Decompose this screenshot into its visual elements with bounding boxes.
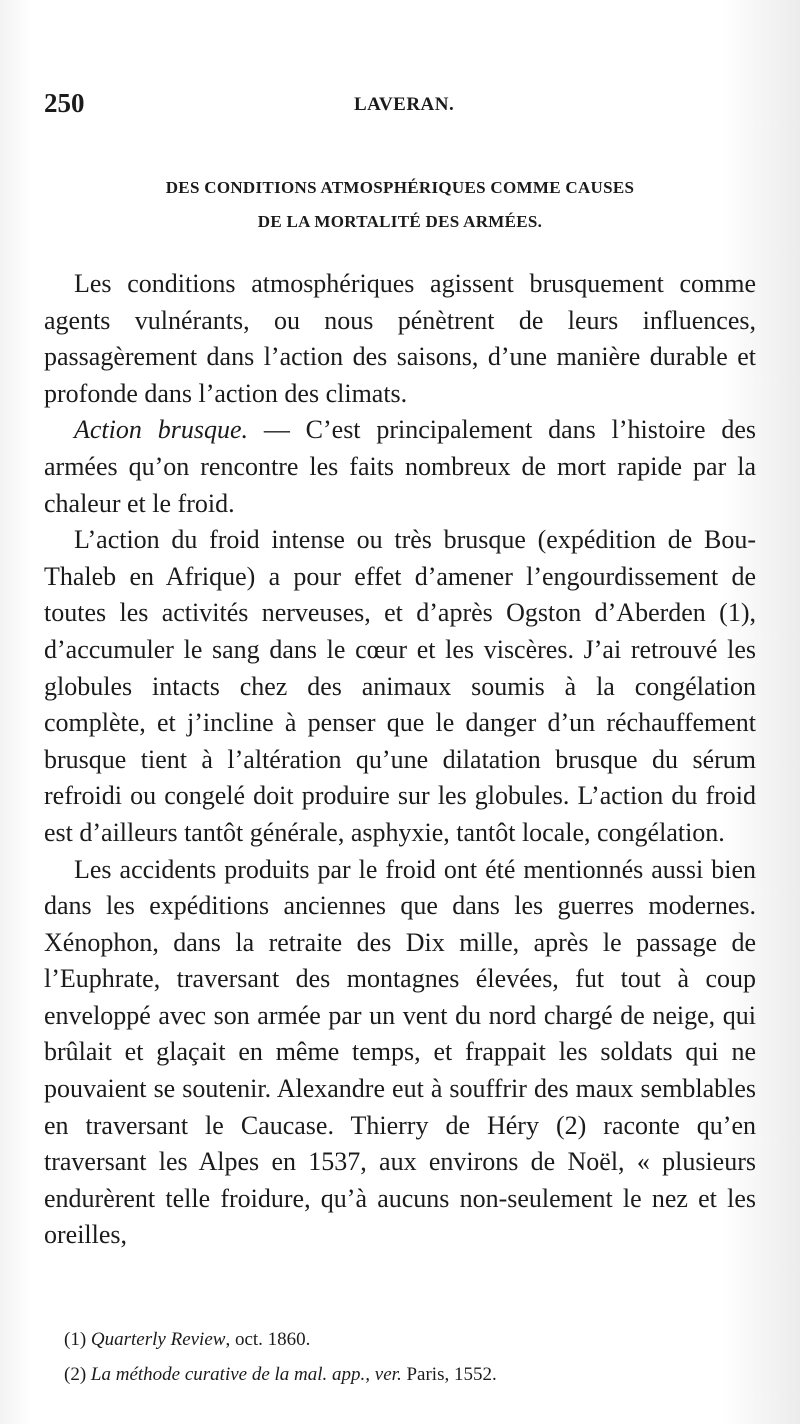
footnote-2 bbox=[64, 1357, 754, 1392]
paragraph-1: Les conditions atmosphériques agissent brusquement comme agents vulnérants, ou nous pénètrent de leurs influences, passagèrement dans l’action des saisons, d’une manière durable et profonde dans l’action des climats. bbox=[44, 269, 756, 408]
footnote-2-rest: Paris, 1552. bbox=[401, 1364, 497, 1385]
page-header bbox=[44, 88, 756, 122]
footnote-1 bbox=[64, 1322, 754, 1357]
run-in-heading: Action brusque. bbox=[74, 415, 248, 445]
paragraph-2-text: — C’est principalement dans l’histoire des armées qu’on rencontre les faits nombreux de mort rapide par la chaleur et le froid. bbox=[44, 415, 756, 518]
footnote-1-rest: , oct. 1860. bbox=[225, 1329, 311, 1350]
footnote-2-number: (2) bbox=[64, 1364, 91, 1385]
footnote-1-number: (1) bbox=[64, 1329, 91, 1350]
running-title: LAVERAN. bbox=[354, 94, 455, 115]
section-heading-line-1: DES CONDITIONS ATMOSPHÉRIQUES COMME CAUSES bbox=[165, 178, 635, 197]
paragraph-4: Les accidents produits par le froid ont été mentionnés aussi bien dans les expéditions anciennes que dans les guerres modernes. Xénophon, dans la retraite des Dix mille, après le passage de l’Euphrate, traversant des montagnes élevées, fut tout à coup enveloppé avec son armée par un vent du nord chargé de neige, qui brûlait et glaçait en même temps, et frappait les soldats qui ne pouvaient se soutenir. Alexandre eut à souffrir des maux semblables en traversant le Caucase. Thierry de Héry (2) raconte qu’en traversant les Alpes en 1537, aux environs de Noël, « plusieurs endurèrent telle froidure, qu’à aucuns non-seulement le nez et les oreilles, bbox=[44, 854, 756, 1250]
paragraph-3: L’action du froid intense ou très brusque (expédition de Bou-Thaleb en Afrique) a pour effet d’amener l’engourdissement de toutes les activités nerveuses, et d’après Ogston d’Aberden (1), d’accumuler le sang dans le cœur et les viscères. J’ai retrouvé les globules intacts chez des animaux soumis à la congélation complète, et j’incline à penser que le danger d’un réchauffement brusque tient à l’altération qu’une dilatation brusque du sérum refroidi ou congelé doit produire sur les globules. L’action du froid est d’ailleurs tantôt générale, asphyxie, tantôt locale, congélation. bbox=[44, 525, 756, 847]
page-number: 250 bbox=[44, 88, 85, 118]
footnote-1-title: Quarterly Review bbox=[90, 1329, 226, 1350]
footnote-2-title: La méthode curative de la mal. app., ver. bbox=[90, 1364, 402, 1385]
body-text bbox=[44, 266, 756, 1254]
section-heading-line-2: DE LA MORTALITÉ DES ARMÉES. bbox=[257, 212, 543, 231]
paragraph-2 bbox=[44, 412, 756, 522]
footnotes bbox=[64, 1322, 754, 1392]
